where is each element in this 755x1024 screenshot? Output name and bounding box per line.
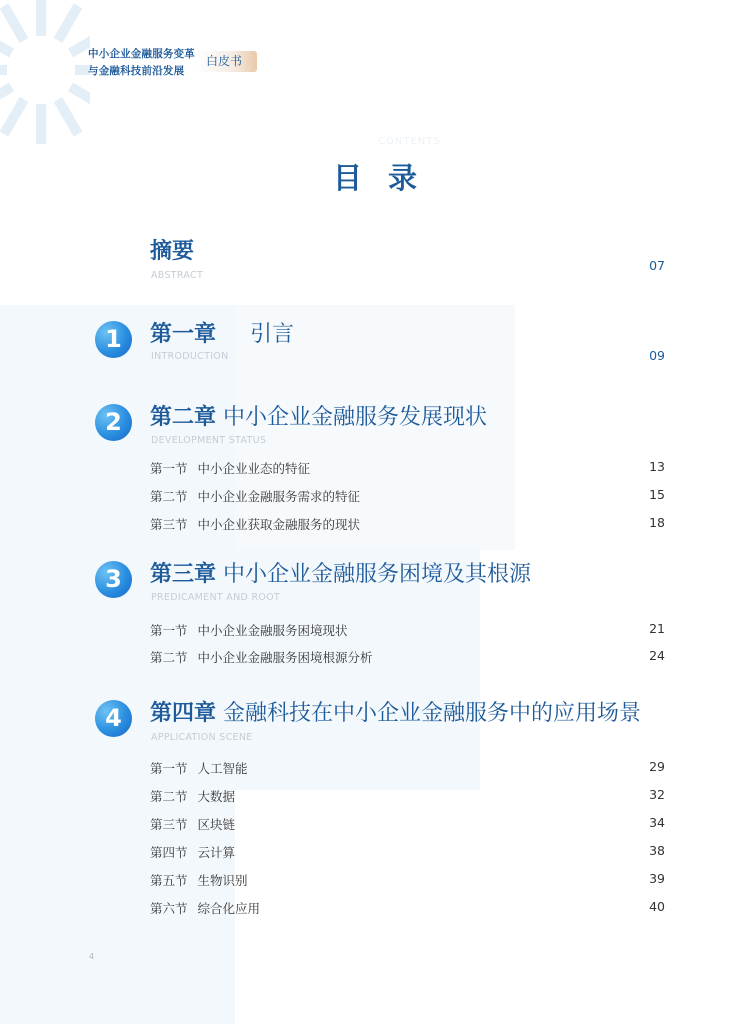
chapter-3-prefix: 第三章 [150,562,217,587]
whitepaper-tag: 白皮书 [197,51,257,72]
section-4-4: 第四节 云计算 [150,845,236,860]
abstract-title: 摘要 [150,239,195,264]
section-4-1: 第一节 人工智能 [150,761,248,776]
chapter-1-name: 引言 [250,322,295,347]
section-3-1: 第一节 中小企业金融服务困境现状 [150,623,348,638]
abstract-en: ABSTRACT [151,270,204,281]
section-4-3-page: 34 [649,815,665,830]
chapter-2-title [150,400,487,431]
page-title: 目录 [333,161,444,195]
section-2-2: 第二节 中小企业金融服务需求的特征 [150,489,361,504]
chapter-1-title [150,317,294,348]
chapter-3-badge: 3 [95,561,132,598]
chapter-1-prefix: 第一章 [150,322,217,347]
chapter-1-en: INTRODUCTION [151,351,229,362]
chapter-2-en: DEVELOPMENT STATUS [151,435,267,446]
chapter-4-badge: 4 [95,700,132,737]
chapter-3-en: PREDICAMENT AND ROOT [151,592,281,603]
contents-label: CONTENTS [378,136,441,147]
chapter-4-name: 金融科技在中小企业金融服务中的应用场景 [223,701,642,726]
section-4-2-page: 32 [649,787,665,802]
section-2-2-page: 15 [649,487,665,502]
report-title-line1: 中小企业金融服务变革 [88,48,195,60]
chapter-3-title [150,557,531,588]
section-4-6: 第六节 综合化应用 [150,901,261,916]
abstract-page: 07 [649,258,665,273]
section-4-6-page: 40 [649,899,665,914]
starburst-logo-icon [0,0,90,150]
section-3-2-page: 24 [649,648,665,663]
chapter-4-prefix: 第四章 [150,701,217,726]
section-4-3: 第三节 区块链 [150,817,236,832]
section-2-1-page: 13 [649,459,665,474]
section-4-5: 第五节 生物识别 [150,873,248,888]
report-title-line2: 与金融科技前沿发展 [88,65,185,77]
section-3-2: 第二节 中小企业金融服务困境根源分析 [150,650,373,665]
chapter-1-page: 09 [649,348,665,363]
chapter-1-badge: 1 [95,321,132,358]
report-title [88,46,195,80]
footer-page-number: 4 [89,952,95,961]
section-4-2: 第二节 大数据 [150,789,236,804]
section-2-3: 第三节 中小企业获取金融服务的现状 [150,517,361,532]
section-2-3-page: 18 [649,515,665,530]
section-3-1-page: 21 [649,621,665,636]
section-4-5-page: 39 [649,871,665,886]
chapter-4-en: APPLICATION SCENE [151,732,253,743]
chapter-2-name: 中小企业金融服务发展现状 [223,405,488,430]
chapter-3-name: 中小企业金融服务困境及其根源 [223,562,532,587]
section-4-4-page: 38 [649,843,665,858]
chapter-2-badge: 2 [95,404,132,441]
chapter-2-prefix: 第二章 [150,405,217,430]
section-2-1: 第一节 中小企业业态的特征 [150,461,311,476]
section-4-1-page: 29 [649,759,665,774]
chapter-4-title [150,696,641,727]
